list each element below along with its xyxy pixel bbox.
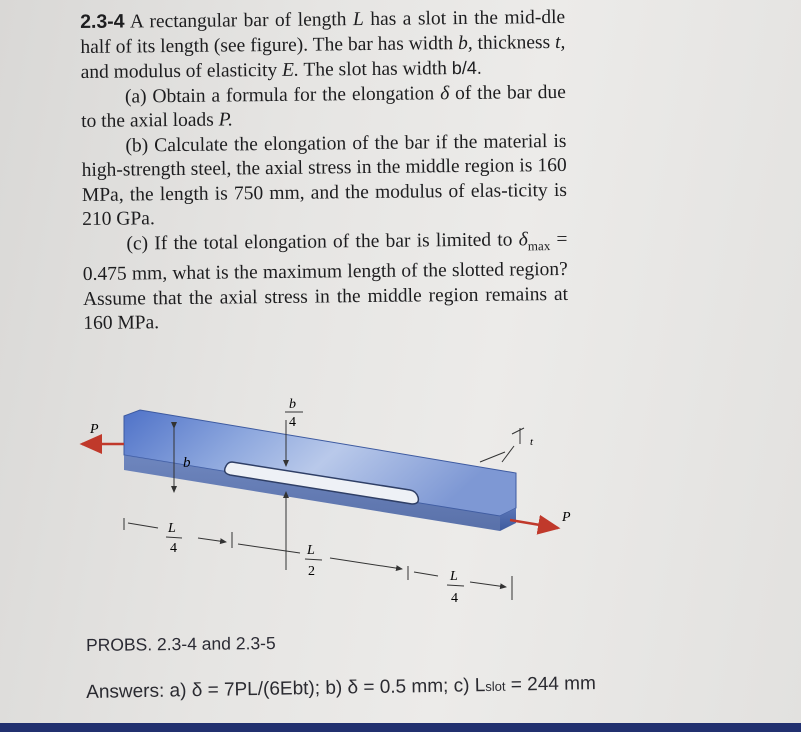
problem-intro xyxy=(80,5,566,86)
intro-text-b: has a slot in the mid-dle half of its length (see figure). The bar has width xyxy=(80,6,566,58)
problem-statement xyxy=(80,5,568,337)
thickness-dimension xyxy=(480,428,524,462)
right-load-arrow xyxy=(510,520,558,528)
dim3-den: 4 xyxy=(451,591,458,606)
var-P: P. xyxy=(218,109,234,131)
width-label: b xyxy=(183,455,191,471)
intro-text-a: A rectangular bar of length xyxy=(129,9,347,33)
slot-width-value: b/4. xyxy=(451,57,482,79)
dim1-num: L xyxy=(168,521,176,536)
part-a-text-1: (a) Obtain a formula for the elongation xyxy=(124,82,435,108)
delta-max-symbol: δ xyxy=(518,228,528,250)
part-b: (b) Calculate the elongation of the bar if the material is high-strength steel, the axial stress in the middle region is 160 MPa, the length is 750 mm, and the modulus of elas-ticity is 210 GPa. xyxy=(81,130,568,230)
dim2-den: 2 xyxy=(308,564,315,579)
part-c xyxy=(82,227,568,336)
answers-line xyxy=(86,673,596,704)
part-a xyxy=(81,80,566,134)
answers-suffix: = 244 mm xyxy=(510,673,597,696)
bottom-blue-bar xyxy=(0,723,801,732)
load-label-right: P xyxy=(562,510,571,525)
thickness-label: t xyxy=(530,436,534,448)
intro-text-c: thickness xyxy=(477,31,551,54)
var-t: t, xyxy=(554,31,566,53)
dim3-num: L xyxy=(450,569,458,584)
part-a-text-2: of the bar due to the axial loads xyxy=(81,81,567,132)
var-L: L xyxy=(352,9,364,31)
slotted-bar-figure xyxy=(0,370,801,630)
load-label-left: P xyxy=(90,422,99,437)
figure-caption: PROBS. 2.3-4 and 2.3-5 xyxy=(85,633,276,655)
delta-symbol: δ xyxy=(440,82,450,104)
intro-text-e: The slot has width xyxy=(303,58,448,81)
answers-text: Answers: a) δ = 7PL/(6Ebt); b) δ = 0.5 mm; c) L xyxy=(86,675,486,703)
dim1-den: 4 xyxy=(170,541,177,556)
delta-max-subscript: max xyxy=(527,237,551,253)
dim2-num: L xyxy=(307,543,315,558)
slot-fraction-den: 4 xyxy=(289,415,296,430)
intro-text-d: and modulus of elasticity xyxy=(80,59,278,83)
slot-fraction-num: b xyxy=(289,397,296,412)
part-c-text-2: = 0.475 mm, what is the maximum length of the slotted region? Assume that the axial stress in the middle region remains at 160 MPa. xyxy=(82,228,569,334)
part-c-text-1: (c) If the total elongation of the bar is limited to xyxy=(126,228,513,255)
var-E: E. xyxy=(282,59,300,81)
problem-number: 2.3-4 xyxy=(80,10,125,33)
answers-slot-subscript: slot xyxy=(485,678,506,695)
length-dimensions xyxy=(124,518,512,600)
var-b: b, xyxy=(457,32,473,54)
